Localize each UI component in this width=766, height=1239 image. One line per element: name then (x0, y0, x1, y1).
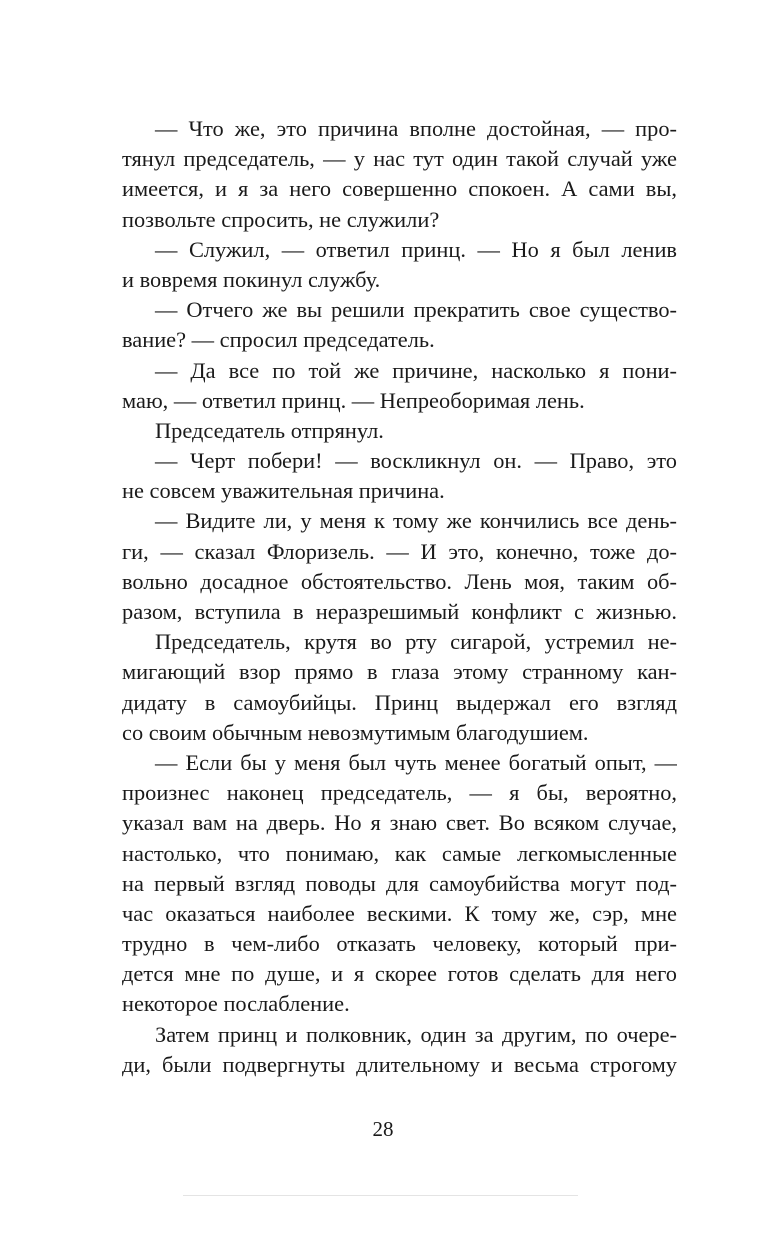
text-line: — Видите ли, у меня к тому же кончились все день- (155, 508, 677, 534)
text-line: вольно досадное обстоятельство. Лень моя, таким об- (122, 568, 677, 594)
text-line: и вовремя покинул службу. (122, 266, 381, 292)
text-line: вание? — спросил председатель. (122, 327, 435, 353)
text-line: мигающий взор прямо в глаза этому странному кан- (122, 659, 677, 685)
text-line: — Если бы у меня был чуть менее богатый опыт, — (155, 749, 677, 775)
text-line: — Черт побери! — воскликнул он. — Право, это (155, 448, 677, 474)
text-line: — Отчего же вы решили прекратить свое существо- (155, 297, 677, 323)
text-line: разом, вступила в неразрешимый конфликт с жизнью. (122, 599, 677, 624)
text-line: произнес наконец председатель, — я бы, вероятно, (122, 780, 677, 806)
text-line: дется мне по душе, и я скорее готов сделать для него (122, 961, 677, 987)
page-number: 28 (372, 1117, 394, 1141)
text-line: час оказаться наиболее вескими. К тому же, сэр, мне (122, 900, 677, 926)
text-line: не совсем уважительная причина. (122, 478, 445, 504)
text-line: — Что же, это причина вполне достойная, — про- (155, 116, 677, 141)
text-line: на первый взгляд поводы для самоубийства могут под- (122, 870, 677, 896)
text-line: ги, — сказал Флоризель. — И это, конечно, тоже до- (122, 538, 677, 564)
text-line: — Служил, — ответил принц. — Но я был ленив (155, 236, 677, 262)
text-line: тянул председатель, — у нас тут один такой случай уже (122, 146, 677, 172)
text-line: Председатель отпрянул. (155, 417, 384, 443)
text-line: указал вам на дверь. Но я знаю свет. Во всяком случае, (122, 810, 677, 836)
text-line: имеется, и я за него совершенно спокоен. А сами вы, (122, 176, 677, 202)
body-text (122, 114, 677, 1080)
text-line: настолько, что понимаю, как самые легкомысленные (122, 840, 677, 866)
text-line: дидату в самоубийцы. Принц выдержал его взгляд (122, 689, 677, 715)
text-line: трудно в чем-либо отказать человеку, который при- (122, 931, 677, 957)
text-line: со своим обычным невозмутимым благодушием. (122, 719, 589, 745)
text-line: некоторое послабление. (122, 991, 350, 1017)
text-line: ди, были подвергнуты длительному и весьма строгому (122, 1051, 677, 1077)
text-line: позвольте спросить, не служили? (122, 206, 440, 232)
text-line: — Да все по той же причине, насколько я пони- (155, 357, 677, 383)
text-line: Председатель, крутя во рту сигарой, устремил не- (155, 629, 677, 655)
text-line: маю, — ответил принц. — Непреоборимая лень. (122, 387, 585, 413)
text-line: Затем принц и полковник, один за другим, по очере- (155, 1021, 677, 1047)
footer-divider (183, 1195, 578, 1196)
